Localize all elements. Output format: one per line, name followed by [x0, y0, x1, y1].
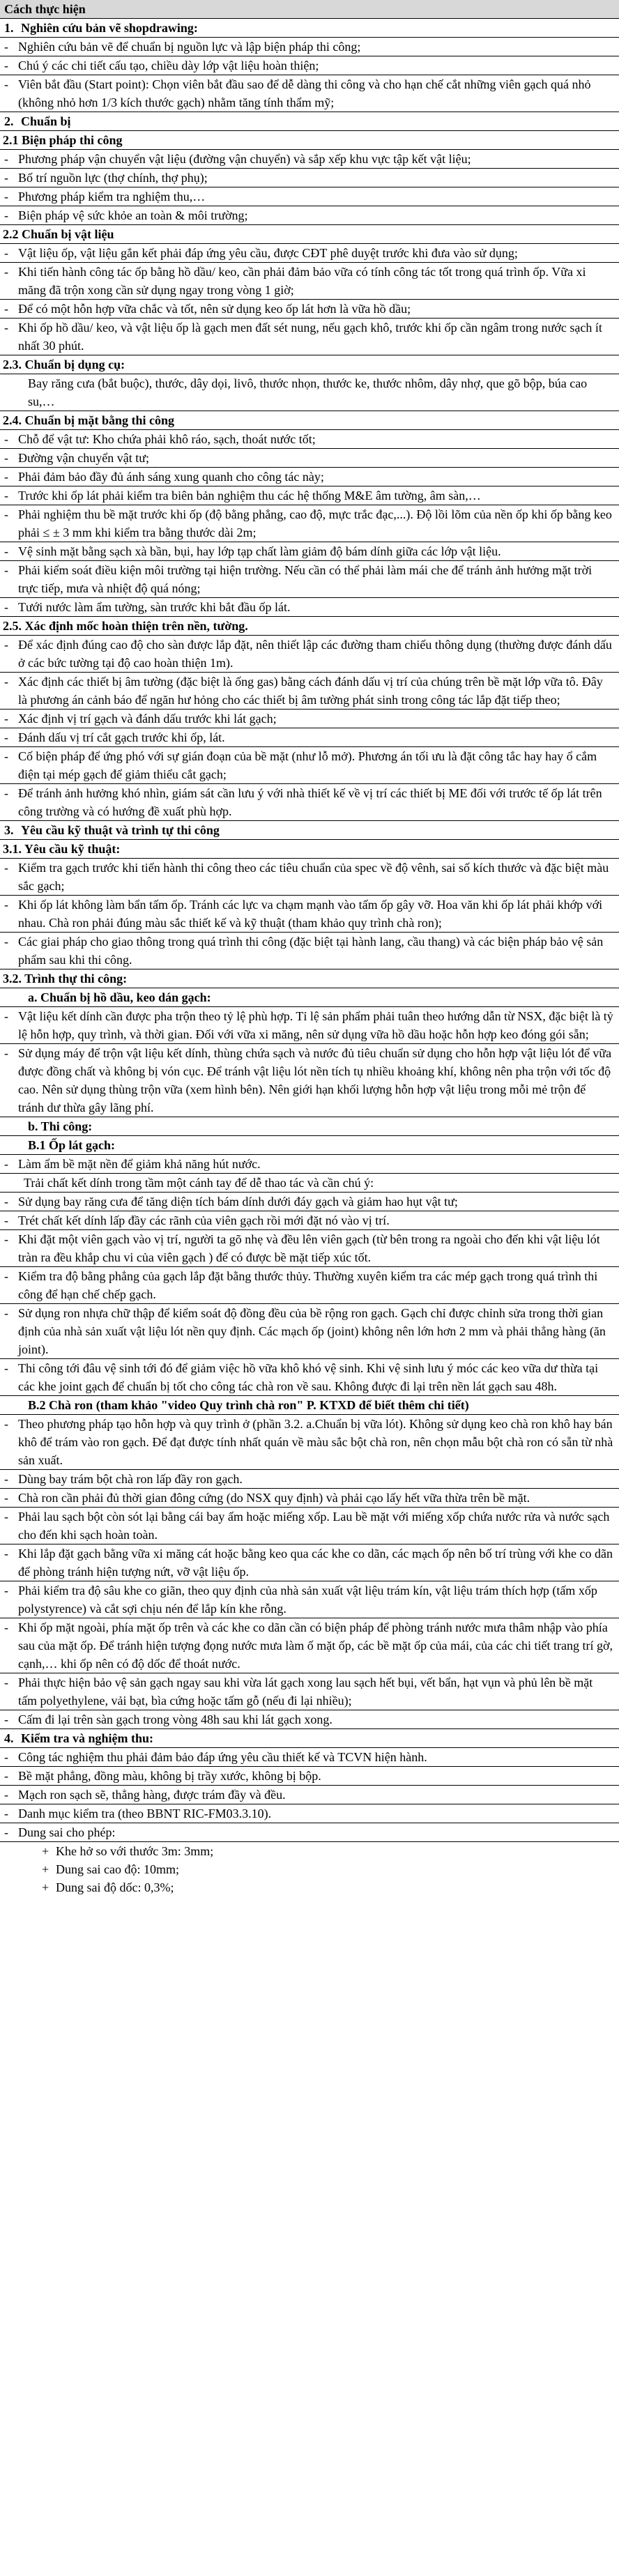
section-title: Chuẩn bị	[21, 114, 71, 128]
list-item	[0, 1359, 619, 1396]
section-title: Kiểm tra và nghiệm thu:	[21, 1731, 153, 1745]
list-item	[0, 728, 619, 747]
list-item	[0, 1544, 619, 1581]
dash-bullet-icon: -	[4, 208, 8, 222]
list-item-text: Phương pháp vận chuyển vật liệu (đường vận chuyển) và sắp xếp khu vực tập kết vật liệu;	[18, 152, 471, 166]
dash-bullet-icon: -	[4, 1510, 8, 1524]
list-item-text: Dùng bay trám bột chà ron lấp đầy ron gạch.	[18, 1472, 243, 1486]
list-item	[0, 598, 619, 617]
table-header	[0, 0, 619, 19]
subsection-heading	[0, 969, 619, 988]
list-item-text: Để có một hỗn hợp vữa chắc và tốt, nên sử dụng keo ốp lát hơn là vữa hồ dầu;	[18, 302, 411, 316]
list-item-text: Bề mặt phẳng, đồng màu, không bị trầy xước, không bị bộp.	[18, 1769, 321, 1783]
paragraph-text: Bay răng cưa (bắt buộc), thước, dây dọi, livô, thước nhọn, thước ke, thước nhôm, dây nhợ, que gõ bộp, búa cao su,…	[28, 376, 588, 408]
section-title: Yêu cầu kỹ thuật và trình tự thi công	[21, 823, 220, 837]
subsection-heading	[0, 617, 619, 636]
dash-bullet-icon: -	[4, 1472, 8, 1486]
subsection-heading	[0, 411, 619, 430]
list-item	[0, 747, 619, 784]
dash-bullet-icon: -	[4, 1788, 8, 1802]
list-item-text: Khi ốp hồ dầu/ keo, và vật liệu ốp là gạch men đất sét nung, nếu gạch khô, trước khi ốp cần ngâm trong nước sạch ít nhất 30 phút.	[18, 321, 602, 353]
list-item-text: Dung sai cho phép:	[18, 1825, 116, 1839]
dash-bullet-icon: -	[4, 638, 8, 652]
dash-bullet-icon: -	[4, 59, 8, 72]
list-item	[0, 1581, 619, 1618]
list-item-text: Khi đặt một viên gạch vào vị trí, người ta gõ nhẹ và đều lên viên gạch (từ bên trong ra ngoài cho đến khi vật liệu lót tràn ra đều khắp chu vi của viên gạch ) để có được bề mặt tiếp xúc tốt.	[18, 1232, 600, 1264]
subsection-heading	[0, 988, 619, 1007]
dash-bullet-icon: -	[4, 1769, 8, 1783]
sub-list-text: Dung sai cao độ: 10mm;	[56, 1862, 179, 1876]
list-item	[0, 561, 619, 598]
list-item	[0, 244, 619, 263]
list-item-text: Khi ốp lát không làm bẩn tấm ốp. Tránh các lực va chạm mạnh vào tấm ốp gây vỡ. Hoa văn khi ốp lát phải khớp với nhau. Chà ron phải đúng màu sắc thiết kế và kỹ thuật (tham khảo quy trình chà ron);	[18, 898, 603, 930]
dash-bullet-icon: -	[4, 1750, 8, 1764]
subsection-title: 2.4. Chuẩn bị mặt bằng thi công	[3, 413, 175, 427]
section-heading	[0, 1729, 619, 1748]
dash-bullet-icon: -	[4, 1584, 8, 1597]
dash-bullet-icon: -	[4, 1676, 8, 1689]
subsection-heading	[0, 1136, 619, 1155]
list-item-text: Trước khi ốp lát phải kiểm tra biên bản nghiệm thu các hệ thống M&E âm tường, âm sàn,…	[18, 489, 481, 503]
list-item	[0, 1673, 619, 1710]
list-item	[0, 187, 619, 206]
list-item	[0, 486, 619, 505]
list-item-text: Tưới nước làm ẩm tường, sàn trước khi bắt đầu ốp lát.	[18, 600, 291, 614]
list-item	[0, 1007, 619, 1044]
list-item-text: Chỗ để vật tư: Kho chứa phải khô ráo, sạch, thoát nước tốt;	[18, 432, 316, 446]
list-item-text: Trét chất kết dính lấp đầy các rãnh của viên gạch rồi mới đặt nó vào vị trí.	[18, 1213, 390, 1227]
list-item-text: Khi tiến hành công tác ốp bằng hồ dầu/ keo, cần phải đảm bảo vữa có tính công tác tốt trong quá trình ốp. Vữa xi măng đã trộn xong cần sử dụng ngay trong vòng 1 giờ;	[18, 265, 586, 297]
dash-bullet-icon: -	[4, 507, 8, 521]
dash-bullet-icon: -	[4, 1195, 8, 1209]
list-item	[0, 319, 619, 355]
section-number: 2.	[4, 114, 14, 128]
dash-bullet-icon: -	[4, 1712, 8, 1726]
list-item-text: Sử dụng máy để trộn vật liệu kết dính, thùng chứa sạch và nước đủ tiêu chuẩn sử dụng cho hỗn hợp vật liệu lót để vữa được đồng chất và không bị vón cục. Để tránh vật liệu lót nền tích tụ nhiều khoảng khí, không nên pha trộn với tốc độ cao. Nên sử dụng thùng trộn vữa (xem hình bên). Nên giới hạn khối lượng hỗn hợp vật liệu trong mỗi mẻ trộn để tránh dư thừa gây lãng phí.	[18, 1046, 612, 1114]
list-item	[0, 38, 619, 56]
subsection-heading	[0, 225, 619, 244]
paragraph	[0, 374, 619, 411]
list-item-text: Xác định các thiết bị âm tường (đặc biệt là ống gas) bằng cách đánh dấu vị trí của chúng trên bề mặt lớp vữa tô. Đây là phương án cảnh báo để ngăn hư hỏng cho các thiết bị âm tường phát sinh trong công tác lắp đặt tiếp theo;	[18, 675, 603, 707]
dash-bullet-icon: -	[4, 470, 8, 484]
list-item-text: Cấm đi lại trên sàn gạch trong vòng 48h sau khi lát gạch xong.	[18, 1712, 333, 1726]
list-item-text: Khi ốp mặt ngoài, phía mặt ốp trên và các khe co dãn cần có biện pháp để phòng tránh nước mưa thâm nhập vào phía sau của mặt ốp. Để tránh hiện tượng đọng nước mưa làm ố mặt ốp, các bề mặt ốp của mái, của các chi tiết trang trí gờ, cạnh,… khi ốp nên có độ dốc để thoát nước.	[18, 1620, 613, 1671]
list-item	[0, 75, 619, 112]
list-item	[0, 859, 619, 896]
list-item	[0, 150, 619, 169]
list-item-text: Nghiên cứu bản vẽ để chuẩn bị nguồn lực và lập biện pháp thi công;	[18, 40, 361, 54]
dash-bullet-icon: -	[4, 563, 8, 577]
dash-bullet-icon: -	[4, 1547, 8, 1561]
subsection-heading	[0, 355, 619, 374]
list-item	[0, 1044, 619, 1117]
header-text: Cách thực hiện	[4, 2, 86, 16]
section-heading	[0, 112, 619, 131]
dash-bullet-icon: -	[4, 321, 8, 335]
dash-bullet-icon: -	[4, 1232, 8, 1246]
dash-bullet-icon: -	[4, 861, 8, 875]
list-item	[0, 1193, 619, 1211]
list-item	[0, 1211, 619, 1230]
list-item-text: Phải nghiệm thu bề mặt trước khi ốp (độ bằng phẳng, cao độ, mực trắc đạc,...). Độ lồi lõm của nền ốp khi ốp bằng keo phải ≤ ± 3 mm khi kiểm tra bằng thước dài 2m;	[18, 507, 612, 539]
list-item	[0, 468, 619, 486]
list-item	[0, 1710, 619, 1729]
list-item	[0, 56, 619, 75]
dash-bullet-icon: -	[4, 1157, 8, 1171]
dash-bullet-icon: -	[4, 1213, 8, 1227]
list-item-text: Cố biện pháp để ứng phó với sự gián đoạn của bề mặt (như lỗ mở). Phương án tối ưu là đặt công tắc hay hay ổ cắm điện tại mép gạch để giảm thiểu cắt gạch;	[18, 749, 597, 781]
subsection-title: B.1 Ốp lát gạch:	[28, 1138, 116, 1152]
subsection-title: 3.1. Yêu cầu kỹ thuật:	[3, 842, 121, 856]
dash-bullet-icon: -	[4, 544, 8, 558]
list-item	[0, 896, 619, 933]
list-item	[0, 1230, 619, 1267]
list-item	[0, 1267, 619, 1304]
dash-bullet-icon: -	[4, 1417, 8, 1431]
subsection-title: 2.5. Xác định mốc hoàn thiện trên nền, tường.	[3, 619, 248, 633]
dash-bullet-icon: -	[4, 171, 8, 185]
section-heading	[0, 821, 619, 840]
dash-bullet-icon: -	[4, 246, 8, 260]
list-item-text: Kiểm tra gạch trước khi tiến hành thi công theo các tiêu chuẩn của spec về độ vênh, sai số kích thước và đặc biệt màu sắc gạch;	[18, 861, 609, 893]
list-item	[0, 263, 619, 300]
sub-list-text: Khe hở so với thước 3m: 3mm;	[56, 1844, 214, 1858]
dash-bullet-icon: -	[4, 712, 8, 726]
subsection-heading	[0, 1117, 619, 1136]
subsection-title: 2.3. Chuẩn bị dụng cụ:	[3, 358, 125, 371]
list-item	[0, 1508, 619, 1544]
list-item-text: Danh mục kiểm tra (theo BBNT RIC-FM03.3.10).	[18, 1807, 272, 1820]
subsection-heading	[0, 1396, 619, 1415]
subsection-title: B.2 Chà ron (tham khảo "video Quy trình chà ron" P. KTXD để biết thêm chi tiết)	[28, 1398, 469, 1412]
sub-list-item	[0, 1878, 619, 1896]
list-item-text: Phải kiểm tra độ sâu khe co giãn, theo quy định của nhà sản xuất vật liệu trám kín, vật liệu trám thích hợp (tấm xốp polystyrence) và cắt sợi chịu nén để lắp kín khe rỗng.	[18, 1584, 597, 1616]
paragraph-text: Trải chất kết dính trong tầm một cánh tay để dễ thao tác và cần chú ý:	[24, 1176, 374, 1190]
dash-bullet-icon: -	[4, 190, 8, 204]
subsection-title: 2.2 Chuẩn bị vật liệu	[3, 227, 114, 241]
dash-bullet-icon: -	[4, 1306, 8, 1320]
section-number: 4.	[4, 1731, 14, 1745]
list-item-text: Các giai pháp cho giao thông trong quá trình thi công (đặc biệt tại hành lang, cầu thang) và các biện pháp bảo vệ sản phẩm sau khi thi công.	[18, 935, 604, 967]
section-heading	[0, 19, 619, 38]
list-item	[0, 933, 619, 969]
list-item	[0, 1767, 619, 1786]
list-item	[0, 505, 619, 542]
dash-bullet-icon: -	[4, 489, 8, 503]
list-item	[0, 1804, 619, 1823]
list-item-text: Bố trí nguồn lực (thợ chính, thợ phụ);	[18, 171, 208, 185]
list-item-text: Phải lau sạch bột còn sót lại bằng cái bay ấm hoặc miếng xốp. Lau bề mặt với miếng xốp chứa nước rửa và nước sạch cho đến khi sạch hoàn toàn.	[18, 1510, 610, 1542]
list-item	[0, 1823, 619, 1842]
list-item-text: Để tránh ảnh hưởng khó nhìn, giám sát cần lưu ý với nhà thiết kế về vị trí các thiết bị ME đối với trước tế ốp lát trên công trường và có hướng đề xuất phù hợp.	[18, 786, 602, 818]
dash-bullet-icon: -	[4, 935, 8, 949]
list-item-text: Theo phương pháp tạo hỗn hợp và quy trình ở (phần 3.2. a.Chuẩn bị vữa lót). Không sử dụng keo chà ron khô hay bán khô để trám vào ron gạch. Để đạt được tính nhất quán về màu sắc bột chà ron, nên chọn mẫu bột chà ron có sẵn từ nhà sản xuất.	[18, 1417, 613, 1467]
dash-bullet-icon: -	[4, 786, 8, 800]
sub-list-item	[0, 1860, 619, 1878]
paragraph	[0, 1174, 619, 1193]
dash-bullet-icon: -	[4, 1620, 8, 1634]
list-item	[0, 449, 619, 468]
dash-bullet-icon: -	[4, 265, 8, 279]
list-item	[0, 784, 619, 821]
list-item-text: Sử dụng ron nhựa chữ thập để kiểm soát độ đồng đều của bề rộng ron gạch. Gạch chỉ được chỉnh sửa trong thời gian định của nhà sản xuất vật liệu lót nền quy định. Các mạch ốp (joint) không nên lớn hơn 2 mm và phải thẳng hàng (ăn joint).	[18, 1306, 606, 1356]
list-item-text: Viên bắt đầu (Start point): Chọn viên bắt đầu sao để dễ dàng thi công và cho hạn chế cắt những viên gạch quá nhỏ (không nhỏ hơn 1/3 kích thước gạch) nhằm tăng tính thẩm mỹ;	[18, 77, 591, 109]
dash-bullet-icon: -	[4, 432, 8, 446]
dash-bullet-icon: -	[4, 77, 8, 91]
dash-bullet-icon: -	[4, 1269, 8, 1283]
dash-bullet-icon: -	[4, 40, 8, 54]
dash-bullet-icon: -	[4, 1009, 8, 1023]
subsection-title: 2.1 Biện pháp thi công	[3, 133, 123, 147]
list-item-text: Phương pháp kiểm tra nghiệm thu,…	[18, 190, 206, 204]
list-item	[0, 1415, 619, 1470]
dash-bullet-icon: -	[4, 1046, 8, 1060]
list-item-text: Chú ý các chi tiết cấu tạo, chiều dày lớp vật liệu hoàn thiện;	[18, 59, 319, 72]
list-item-text: Biện pháp vệ sức khỏe an toàn & môi trường;	[18, 208, 248, 222]
list-item-text: Thi công tới đâu vệ sinh tới đó để giảm việc hồ vữa khô khó vệ sinh. Khi vệ sinh lưu ý móc các keo vữa dư thừa tại các khe joint gạch để chuẩn bị tốt cho công tác chà ron về sau. Không được đi lại trên nền lát gạch sau 48h.	[18, 1361, 599, 1393]
subsection-title: a. Chuẩn bị hồ dầu, keo dán gạch:	[28, 990, 211, 1004]
list-item-text: Chà ron cần phải đủ thời gian đông cứng (do NSX quy định) và phải cạo lấy hết vữa thừa trên bề mặt.	[18, 1491, 530, 1505]
dash-bullet-icon: -	[4, 1361, 8, 1375]
dash-bullet-icon: -	[4, 600, 8, 614]
list-item	[0, 710, 619, 728]
plus-bullet-icon: +	[42, 1862, 49, 1876]
list-item-text: Phải kiểm soát điều kiện môi trường tại hiện trường. Nếu cần có thể phải làm mái che để tránh ảnh hưởng mặt trời trực tiếp, mưa và nhiệt độ quá nóng;	[18, 563, 593, 595]
dash-bullet-icon: -	[4, 749, 8, 763]
sub-list-item	[0, 1842, 619, 1860]
dash-bullet-icon: -	[4, 675, 8, 689]
list-item-text: Công tác nghiệm thu phải đảm bảo đáp ứng yêu cầu thiết kế và TCVN hiện hành.	[18, 1750, 427, 1764]
subsection-title: b. Thi công:	[28, 1119, 93, 1133]
list-item-text: Khi lắp đặt gạch bằng vữa xi măng cát hoặc bằng keo qua các khe co dãn, các mạch ốp nên bố trí trùng với khe co dãn để phòng tránh hiện tượng nứt, vỡ vật liệu ốp.	[18, 1547, 613, 1579]
list-item-text: Xác định vị trí gạch và đánh dấu trước khi lát gạch;	[18, 712, 277, 726]
list-item	[0, 1470, 619, 1489]
list-item-text: Đánh dấu vị trí cắt gạch trước khi ốp, lát.	[18, 730, 225, 744]
list-item-text: Sử dụng bay răng cưa để tăng diện tích bám dính dưới đáy gạch và giảm hao hụt vật tư;	[18, 1195, 458, 1209]
section-number: 3.	[4, 823, 14, 837]
section-title: Nghiên cứu bản vẽ shopdrawing:	[21, 21, 198, 35]
dash-bullet-icon: -	[4, 1807, 8, 1820]
subsection-heading	[0, 131, 619, 150]
sub-list-text: Dung sai độ dốc: 0,3%;	[56, 1880, 174, 1894]
plus-bullet-icon: +	[42, 1844, 49, 1858]
list-item	[0, 300, 619, 319]
list-item-text: Để xác định đúng cao độ cho sàn được lắp đặt, nên thiết lập các đường tham chiếu thông dụng (thường được đánh dấu ở các bức tường tại độ cao hoàn thiện 1m).	[18, 638, 612, 670]
list-item-text: Phải đảm bảo đầy đủ ánh sáng xung quanh cho công tác này;	[18, 470, 324, 484]
list-item-text: Kiểm tra độ bằng phẳng của gạch lắp đặt bằng thước thủy. Thường xuyên kiểm tra các mép gạch trong quá trình thi công để hạn chế chếp gạch.	[18, 1269, 598, 1301]
subsection-heading	[0, 840, 619, 859]
subsection-title: 3.2. Trình thự thi công:	[3, 972, 128, 986]
list-item	[0, 636, 619, 673]
list-item	[0, 169, 619, 187]
dash-bullet-icon: -	[4, 302, 8, 316]
list-item-text: Đường vận chuyển vật tư;	[18, 451, 149, 465]
list-item-text: Vật liệu ốp, vật liệu gắn kết phải đáp ứng yêu cầu, được CĐT phê duyệt trước khi đưa vào sử dụng;	[18, 246, 518, 260]
dash-bullet-icon: -	[4, 1491, 8, 1505]
list-item	[0, 1748, 619, 1767]
section-number: 1.	[4, 21, 14, 35]
dash-bullet-icon: -	[4, 451, 8, 465]
list-item	[0, 1786, 619, 1804]
list-item-text: Phải thực hiện bảo vệ sản gạch ngay sau khi vừa lát gạch xong lau sạch hết bụi, vết bẩn, hạt vụn và phủ lên bề mặt tấm polyethylene, vải bạt, bìa cứng hoặc tấm gỗ (nếu đi lại nhiều);	[18, 1676, 593, 1708]
list-item-text: Làm ẩm bề mặt nền để giảm khả năng hút nước.	[18, 1157, 261, 1171]
list-item	[0, 1155, 619, 1174]
dash-bullet-icon: -	[4, 152, 8, 166]
list-item	[0, 1489, 619, 1508]
list-item	[0, 1618, 619, 1673]
plus-bullet-icon: +	[42, 1880, 49, 1894]
list-item	[0, 206, 619, 225]
list-item	[0, 1304, 619, 1359]
list-item	[0, 430, 619, 449]
dash-bullet-icon: -	[4, 898, 8, 912]
list-item-text: Mạch ron sạch sẽ, thẳng hàng, được trám đầy và đều.	[18, 1788, 286, 1802]
list-item-text: Vệ sinh mặt bằng sạch xà bần, bụi, hay lớp tạp chất làm giảm độ bám dính giữa các lớp vật liệu.	[18, 544, 501, 558]
list-item-text: Vật liệu kết dính cần được pha trộn theo tỷ lệ phù hợp. Tỉ lệ sản phẩm phải tuân theo hướng dẫn từ NSX, đặc biệt là tỷ lệ hỗn hợp, quy trình, và thời gian. Đối với vữa xi măng, nên sử dụng vữa hồ dầu hoặc hỗn hợp keo đóng gói sẵn;	[18, 1009, 613, 1041]
list-item	[0, 542, 619, 561]
dash-bullet-icon: -	[4, 1825, 8, 1839]
list-item	[0, 673, 619, 710]
dash-bullet-icon: -	[4, 730, 8, 744]
